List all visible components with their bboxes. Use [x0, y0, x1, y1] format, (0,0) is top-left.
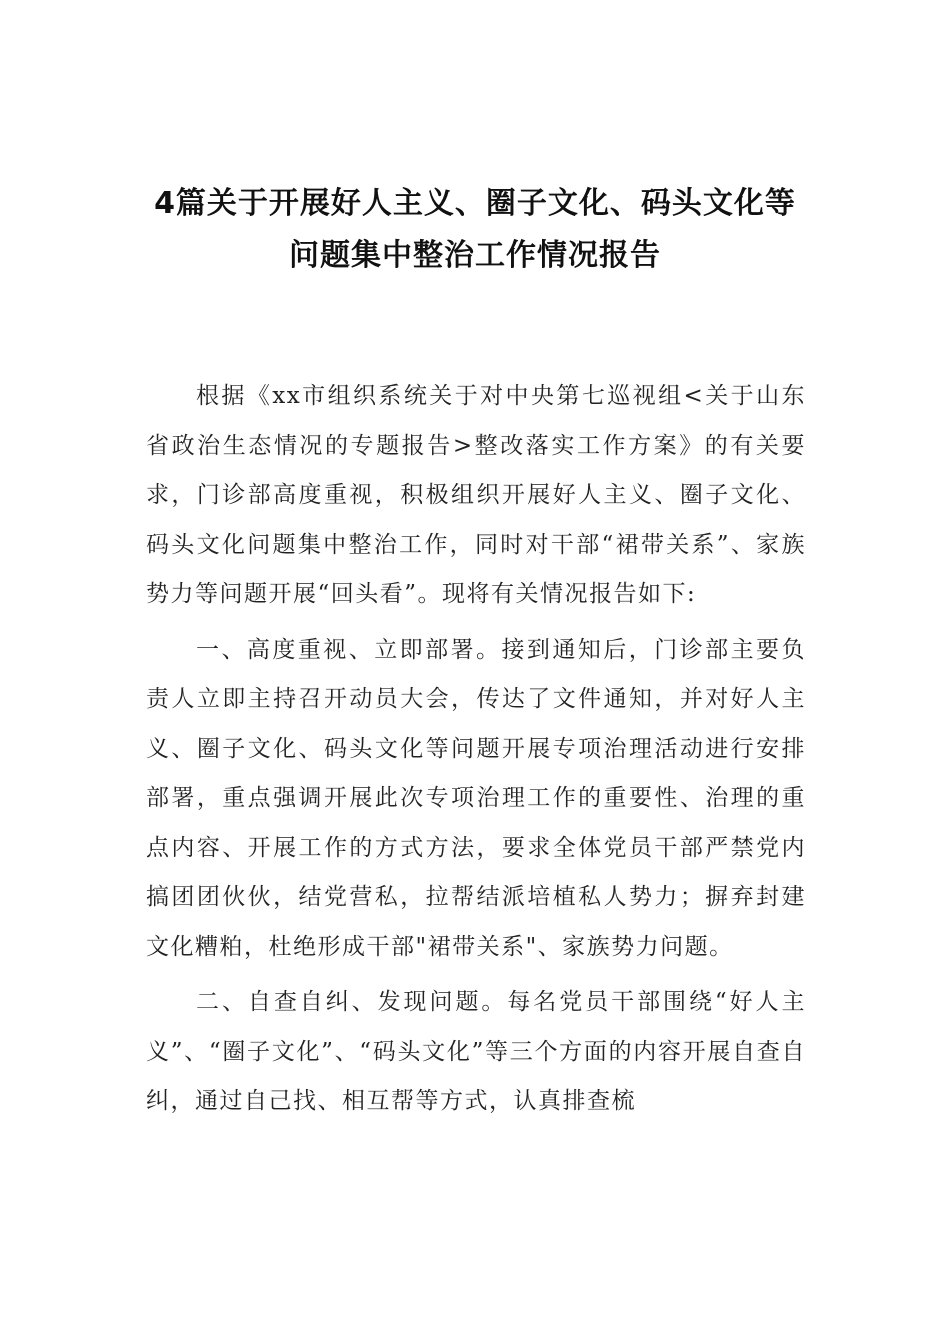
paragraph-intro: 根据《xx市组织系统关于对中央第七巡视组<关于山东省政治生态情况的专题报告>整改落实工作方案》的有关要求，门诊部高度重视，积极组织开展好人主义、圈子文化、码头文化问题集中整治工作，同时对干部“裙带关系”、家族势力等问题开展“回头看”。现将有关情况报告如下:: [146, 383, 806, 607]
paragraph-section-2: 二、自查自纠、发现问题。每名党员干部围绕“好人主义”、“圈子文化”、“码头文化”等三个方面的内容开展自查自纠，通过自己找、相互帮等方式，认真排查梳: [146, 989, 806, 1114]
document-body: [146, 372, 806, 1127]
paragraph-section-1: 一、高度重视、立即部署。接到通知后，门诊部主要负责人立即主持召开动员大会，传达了文件通知，并对好人主义、圈子文化、码头文化等问题开展专项治理活动进行安排部署，重点强调开展此次专项治理工作的重要性、治理的重点内容、开展工作的方式方法，要求全体党员干部严禁党内搞团团伙伙，结党营私，拉帮结派培植私人势力；摒弃封建文化糟粕，杜绝形成干部"裙带关系"、家族势力问题。: [146, 636, 806, 960]
title-line-1: 4篇关于开展好人主义、圈子文化、码头文化等: [154, 186, 796, 221]
title-line-2: 问题集中整治工作情况报告: [289, 238, 661, 273]
document-title: [120, 178, 830, 282]
